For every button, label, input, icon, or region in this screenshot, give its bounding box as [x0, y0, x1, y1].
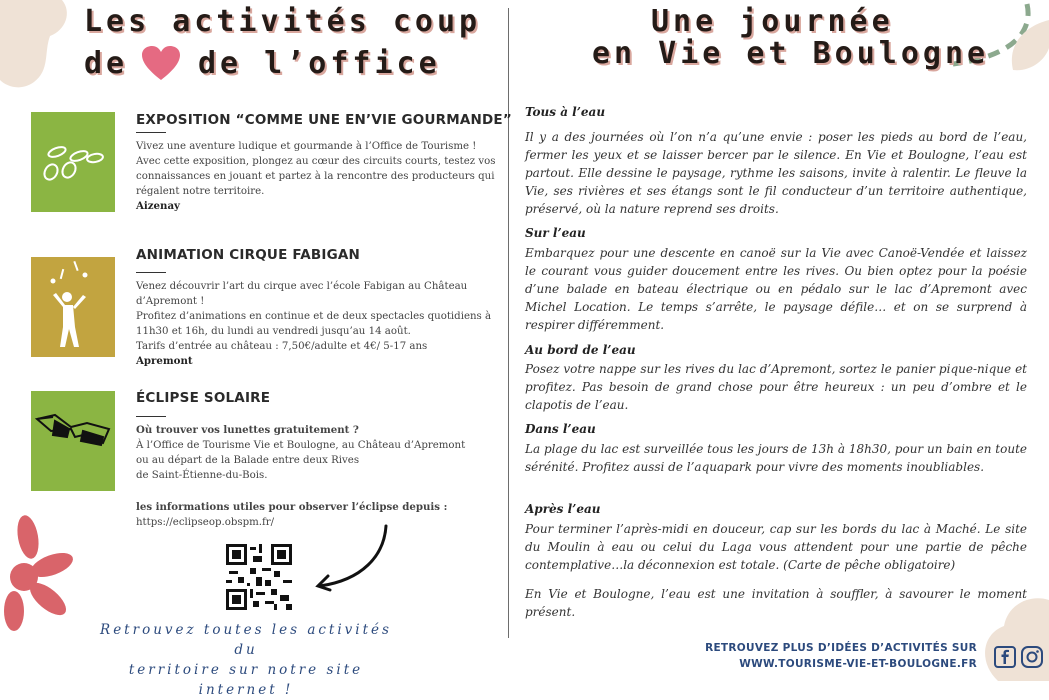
left-footer-line2: territoire sur notre site internet ! — [128, 662, 364, 698]
coral-flower-bottom-left — [0, 515, 80, 635]
activity-1-text — [136, 139, 496, 214]
facebook-icon[interactable] — [994, 646, 1016, 668]
fork-knife-spoon-icon — [31, 112, 115, 212]
activity-1-description: Vivez une aventure ludique et gourmande à l’Office de Tourisme ! Avec cette exposition, plongez au cœur des circuits courts, testez vos connaissances en jouant et partez à la rencontre des producteurs qui régalent notre territoire. — [136, 141, 496, 197]
column-divider — [508, 8, 509, 638]
left-title-line1: Les activités coup — [84, 4, 482, 39]
section-5-text: Pour terminer l’après-midi en douceur, cap sur les bords du lac à Maché. Le site du Moulin à eau ou celui du Laga vous attendent pour une partie de pêche contemplative…la déconnexion est totale. (Carte de pêche obligatoire) — [525, 522, 1027, 572]
section-1-text: Il y a des journées où l’on n’a qu’une envie : poser les pieds au bord de l’eau, fermer les yeux et se laisser bercer par le silence. En Vie et Boulogne, l’eau est partout. Elle dessine le paysage, rythme les saisons, invite à ralentir. Le fleuve la Vie, ses rivières et ses étangs sont le fil conducteur d’un territoire authentique, préservé, où la nature reprend ses droits. — [525, 130, 1027, 216]
right-title-line2: en Vie et Boulogne — [592, 36, 990, 71]
right-footer-url[interactable]: WWW.TOURISME-VIE-ET-BOULOGNE.FR — [739, 658, 977, 670]
activity-3-question: Où trouver vos lunettes gratuitement ? — [136, 424, 359, 436]
eclipse-info-link[interactable]: https://eclipseop.obspm.fr/ — [136, 517, 275, 528]
activity-2-text-1: Venez découvrir l’art du cirque avec l’école Fabigan au Château d’Apremont ! — [136, 281, 468, 307]
section-4-heading: Dans l’eau — [525, 422, 596, 436]
left-footer-line1: Retrouvez toutes les activités du — [100, 622, 392, 658]
section-4-text: La plage du lac est surveillée tous les jours de 13h à 18h30, pour un bain en toute sérénité. Profitez aussi de l’aquapark pour vivre des moments inoubliables. — [525, 442, 1027, 474]
activity-2-text-2: Profitez d’animations en continue et de deux spectacles quotidiens à 11h30 et 16h, du lundi au vendredi jusqu’au 14 août. — [136, 311, 492, 337]
activity-1-title: EXPOSITION “COMME UNE EN’VIE GOURMANDE” — [136, 112, 512, 128]
section-2-heading: Sur l’eau — [525, 226, 586, 240]
section-3-text: Posez votre nappe sur les rives du lac d’Apremont, sortez le panier pique-nique et profitez. Pas besoin de grand chose pour être heureux : un peu d’ombre et le clapotis de l’eau. — [525, 362, 1027, 412]
juggler-icon — [31, 257, 115, 357]
right-footer-line1: RETROUVEZ PLUS D’IDÉES D’ACTIVITÉS SUR — [705, 642, 977, 654]
eclipse-glasses-icon — [31, 391, 115, 463]
section-1-heading: Tous à l’eau — [525, 105, 606, 119]
activity-2-text-3: Tarifs d’entrée au château : 7,50€/adulte et 4€/ 5-17 ans — [136, 341, 428, 352]
activity-3-text-1: À l’Office de Tourisme Vie et Boulogne, au Château d’Apremont — [136, 440, 466, 451]
activity-1-place: Aizenay — [136, 200, 180, 212]
beige-leaf-top-right — [985, 20, 1049, 80]
activity-3-text — [136, 423, 496, 483]
right-footer — [705, 640, 977, 672]
section-5-heading: Après l’eau — [525, 502, 601, 516]
activity-3-title: ÉCLIPSE SOLAIRE — [136, 390, 271, 406]
activity-gourmande-image — [31, 112, 115, 212]
arrow-icon — [310, 522, 392, 592]
section-2-text: Embarquez pour une descente en canoë sur la Vie avec Canoë-Vendée et laissez le courant vous guider doucement entre les rives. Ou bien optez pour la poésie d’une balade en bateau électrique ou en pédalo sur le lac d’Apremont avec Michel Location. Le temps s’arrête, le paysage défile… et on se surprend à respirer différemment. — [525, 246, 1027, 332]
beige-blob-top-left — [0, 0, 80, 100]
eclipse-info-label: les informations utiles pour observer l’éclipse depuis : — [136, 501, 448, 513]
activity-2-text — [136, 279, 496, 369]
left-title-de: de — [84, 46, 129, 81]
section-3-heading: Au bord de l’eau — [525, 343, 636, 357]
activity-2-title: ANIMATION CIRQUE FABIGAN — [136, 247, 361, 263]
activity-2-rule — [136, 272, 166, 273]
activity-3-text-3: de Saint-Étienne-du-Bois. — [136, 470, 268, 481]
left-title-line2: de l’office — [198, 46, 441, 81]
activity-cirque-image — [31, 257, 115, 357]
qr-code[interactable] — [226, 544, 292, 610]
right-title-line1: Une journée — [651, 4, 894, 39]
activity-3-rule — [136, 416, 166, 417]
heart-icon — [140, 44, 182, 82]
activity-eclipse-image — [31, 391, 115, 491]
instagram-icon[interactable] — [1021, 646, 1043, 668]
activity-3-text-2: ou au départ de la Balade entre deux Rives — [136, 455, 360, 466]
activity-1-rule — [136, 132, 166, 133]
left-footer — [96, 620, 396, 700]
closing-text: En Vie et Boulogne, l’eau est une invitation à souffler, à savourer le moment présent. — [525, 587, 1027, 619]
activity-2-place: Apremont — [136, 355, 193, 367]
